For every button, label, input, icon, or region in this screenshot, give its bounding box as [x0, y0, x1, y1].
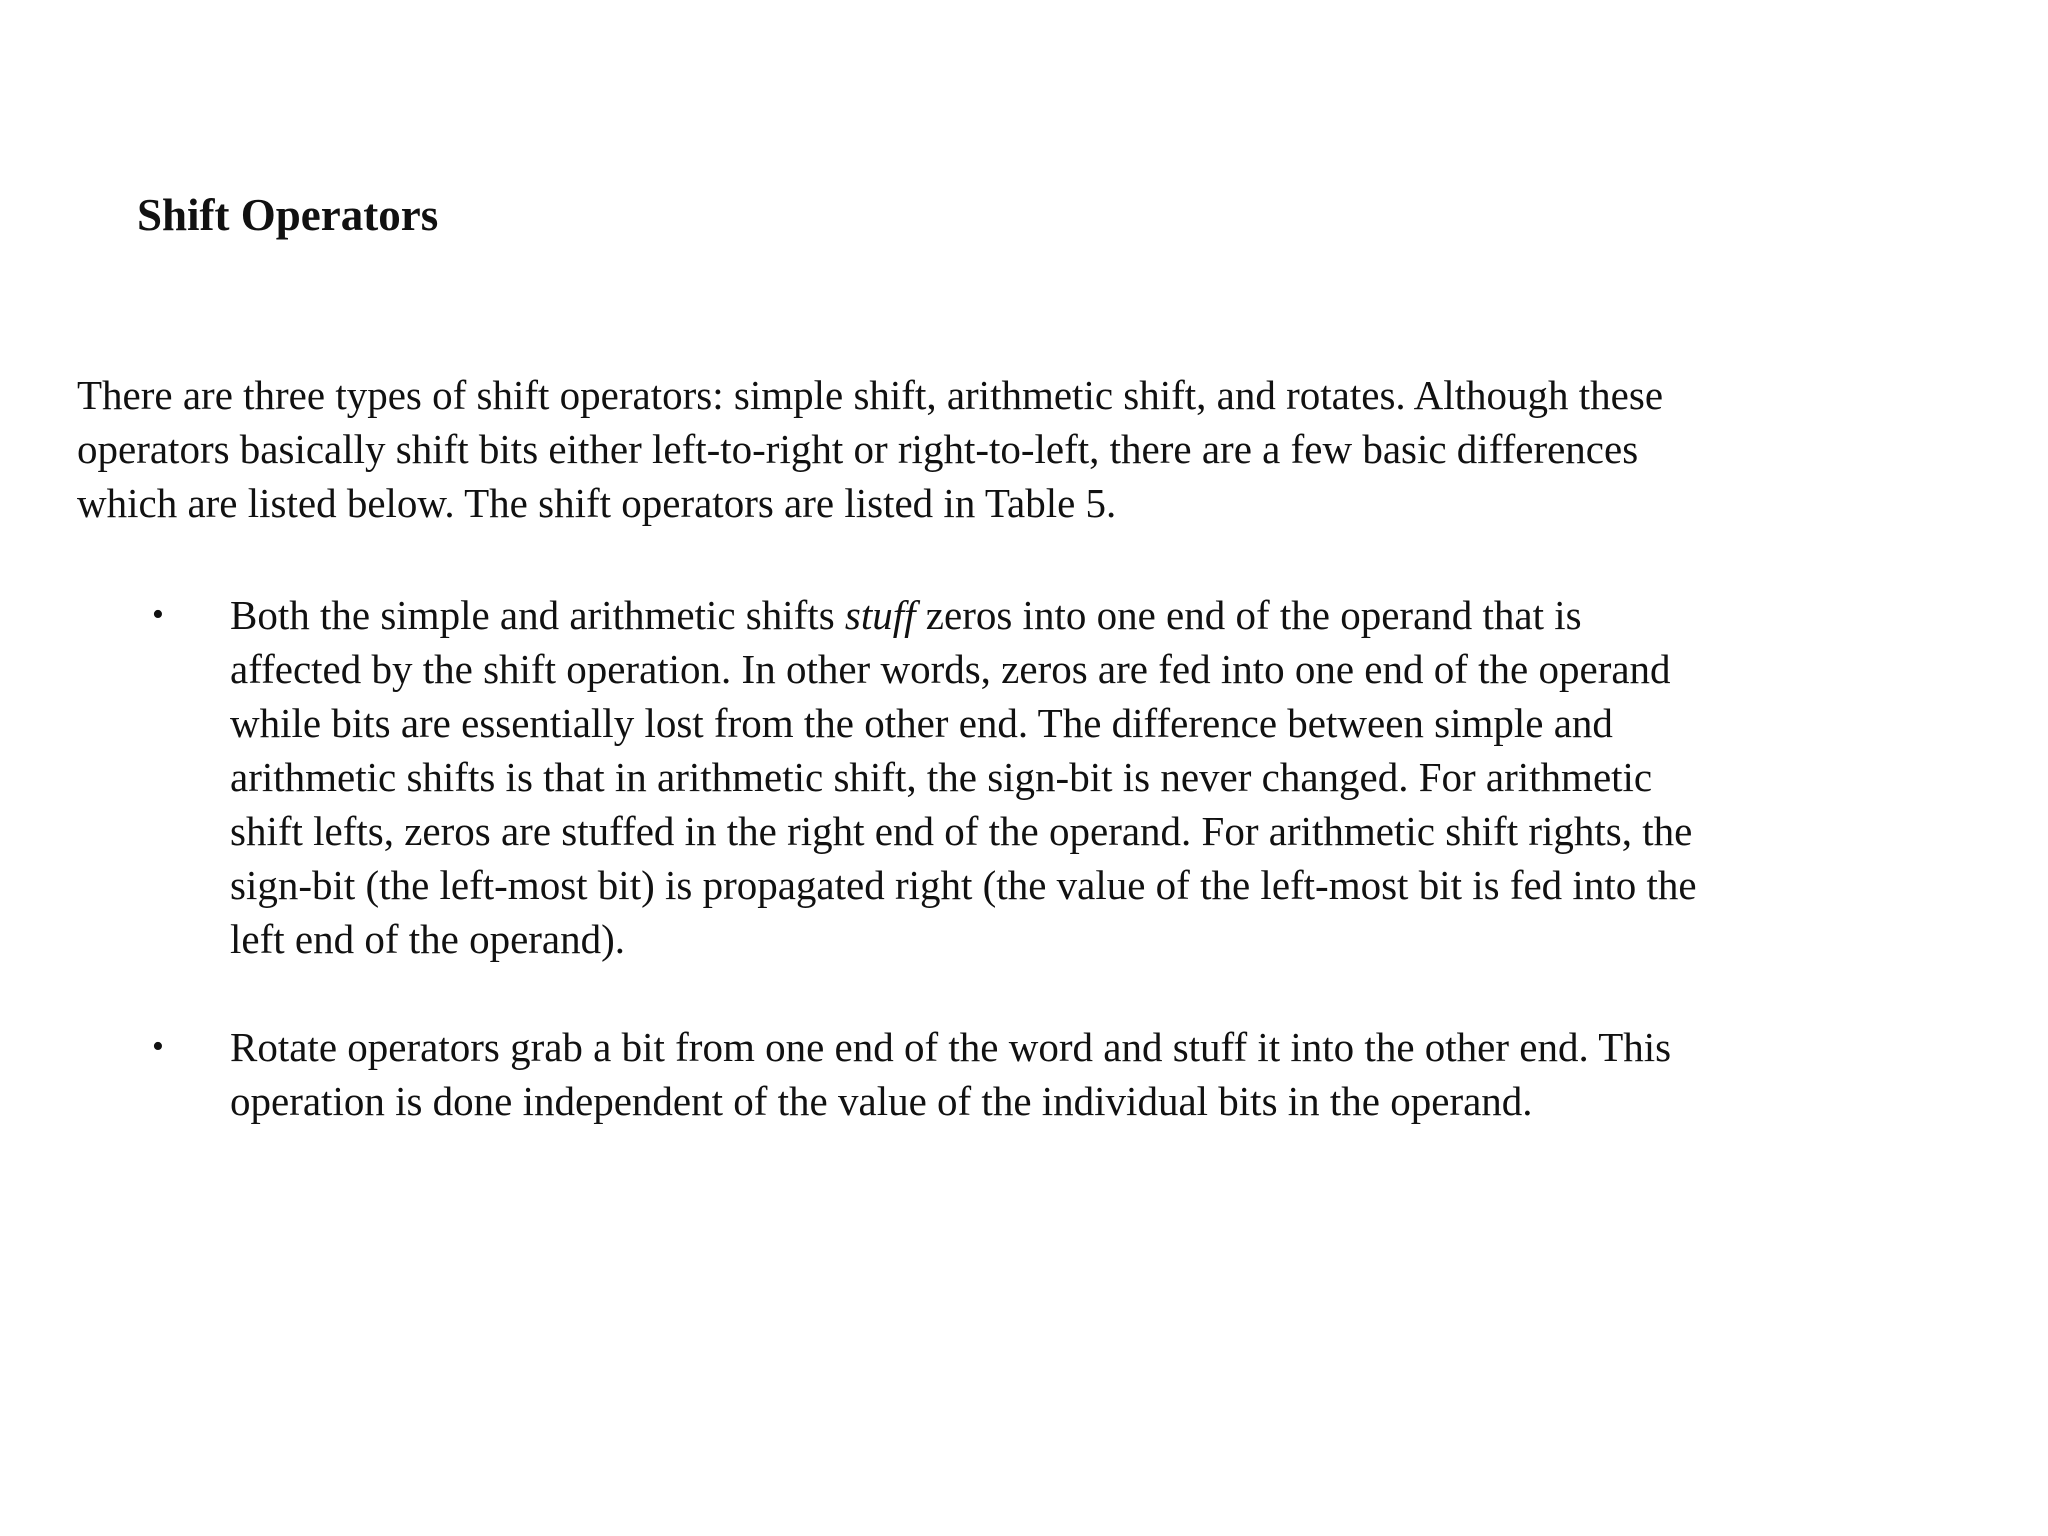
bullet-list — [0, 588, 2048, 1128]
intro-line: which are listed below. The shift operators are listed in Table 5. — [77, 480, 1117, 526]
bullet-item-rotates — [0, 1020, 1930, 1128]
intro-paragraph — [77, 368, 1957, 530]
page-title: Shift Operators — [137, 190, 439, 240]
bullet-line: operation is done independent of the value of the individual bits in the operand. — [230, 1078, 1533, 1124]
intro-line: There are three types of shift operators: simple shift, arithmetic shift, and rotates. Although these — [77, 372, 1664, 418]
bullet-item-shifts — [0, 588, 1930, 966]
bullet-line: while bits are essentially lost from the other end. The difference between simple and — [230, 700, 1613, 746]
bullet-line: shift lefts, zeros are stuffed in the right end of the operand. For arithmetic shift rights, the — [230, 808, 1693, 854]
bullet-text: zeros into one end of the operand that is — [915, 592, 1582, 638]
bullet-line — [230, 588, 1930, 642]
bullet-icon: • — [152, 1028, 164, 1065]
bullet-line: Rotate operators grab a bit from one end of the word and stuff it into the other end. This — [230, 1024, 1672, 1070]
bullet-icon: • — [152, 596, 164, 633]
bullet-line: left end of the operand). — [230, 916, 626, 962]
bullet-line: affected by the shift operation. In other words, zeros are fed into one end of the operand — [230, 646, 1671, 692]
bullet-line: arithmetic shifts is that in arithmetic shift, the sign-bit is never changed. For arithmetic — [230, 754, 1653, 800]
intro-line: operators basically shift bits either left-to-right or right-to-left, there are a few basic differences — [77, 426, 1639, 472]
emphasized-word: stuff — [844, 592, 916, 638]
bullet-text: Both the simple and arithmetic shifts — [230, 592, 845, 638]
bullet-line: sign-bit (the left-most bit) is propagated right (the value of the left-most bit is fed into the — [230, 862, 1697, 908]
